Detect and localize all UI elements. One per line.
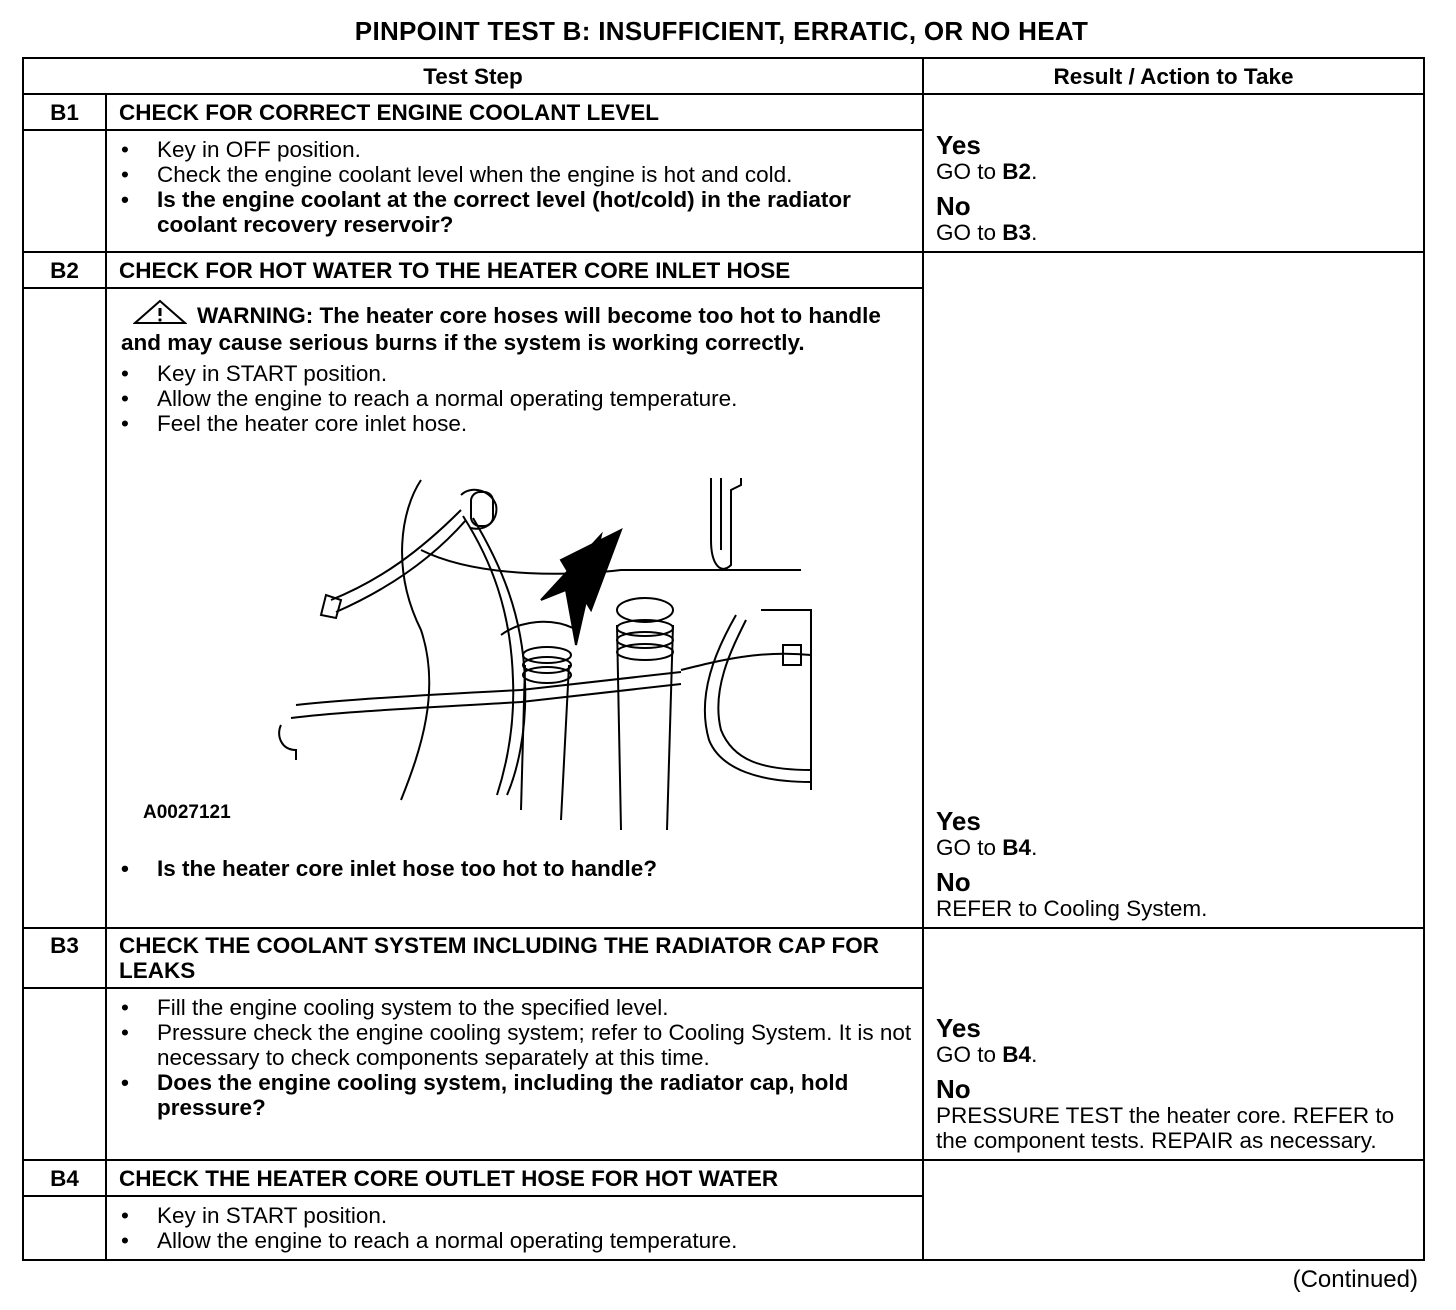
step-b1-title-row [23, 94, 1424, 130]
step-id-blank [23, 288, 106, 928]
step-title: CHECK THE COOLANT SYSTEM INCLUDING THE RADIATOR CAP FOR LEAKS [106, 928, 923, 988]
header-result: Result / Action to Take [923, 58, 1424, 94]
no-action: PRESSURE TEST the heater core. REFER to the component tests. REPAIR as necessary. [936, 1103, 1395, 1153]
no-label: No [936, 1074, 971, 1104]
step-id: B1 [23, 94, 106, 130]
step-bullet: • Allow the engine to reach a normal operating temperature. [121, 1228, 912, 1253]
yes-action: GO to B2. [936, 159, 1038, 184]
step-id: B4 [23, 1160, 106, 1196]
yes-action: GO to B4. [936, 1042, 1038, 1067]
step-title: CHECK FOR CORRECT ENGINE COOLANT LEVEL [106, 94, 923, 130]
step-id-blank [23, 1196, 106, 1260]
table-header-row [23, 58, 1424, 94]
step-question: • Is the heater core inlet hose too hot to handle? [121, 856, 912, 881]
step-bullet: • Allow the engine to reach a normal operating temperature. [121, 386, 912, 411]
no-action: GO to B3. [936, 220, 1038, 245]
step-bullet: • Fill the engine cooling system to the specified level. [121, 995, 912, 1020]
result-cell [923, 1160, 1424, 1260]
continued-label: (Continued) [1292, 1266, 1418, 1293]
header-test-step: Test Step [23, 58, 923, 94]
result-cell [923, 252, 1424, 928]
step-body [106, 988, 923, 1160]
step-bullet: • Feel the heater core inlet hose. [121, 411, 912, 436]
step-bullet: • Key in OFF position. [121, 137, 912, 162]
step-id: B2 [23, 252, 106, 288]
heater-hose-illustration [121, 450, 913, 850]
pinpoint-test-table [22, 57, 1425, 1261]
step-b4-title-row [23, 1160, 1424, 1196]
step-id-blank [23, 988, 106, 1160]
yes-action: GO to B4. [936, 835, 1038, 860]
step-title: CHECK THE HEATER CORE OUTLET HOSE FOR HOT WATER [106, 1160, 923, 1196]
step-b3-title-row [23, 928, 1424, 988]
yes-label: Yes [936, 806, 981, 836]
step-body [106, 130, 923, 252]
no-action: REFER to Cooling System. [936, 896, 1208, 921]
step-body [106, 1196, 923, 1260]
step-id: B3 [23, 928, 106, 988]
step-bullet: • Key in START position. [121, 1203, 912, 1228]
result-cell [923, 94, 1424, 252]
step-question: • Does the engine cooling system, including the radiator cap, hold pressure? [121, 1070, 912, 1120]
result-cell [923, 928, 1424, 1160]
page-title: PINPOINT TEST B: INSUFFICIENT, ERRATIC, OR NO HEAT [354, 16, 1089, 46]
step-title: CHECK FOR HOT WATER TO THE HEATER CORE INLET HOSE [106, 252, 923, 288]
yes-label: Yes [936, 130, 981, 160]
step-bullet: • Check the engine coolant level when the engine is hot and cold. [121, 162, 912, 187]
warning-note [121, 299, 912, 355]
heater-hose-drawing [121, 450, 913, 850]
warning-text: WARNING: The heater core hoses will become too hot to handle and may cause serious burns if the system is working correctly. [121, 303, 881, 355]
figure-id: A0027121 [143, 802, 231, 823]
warning-triangle-icon [133, 299, 187, 330]
step-id-blank [23, 130, 106, 252]
step-body [106, 288, 923, 928]
no-label: No [936, 867, 971, 897]
no-label: No [936, 191, 971, 221]
step-b2-title-row [23, 252, 1424, 288]
step-bullet: • Pressure check the engine cooling system; refer to Cooling System. It is not necessary to check components separately at this time. [121, 1020, 912, 1070]
step-bullet: • Key in START position. [121, 361, 912, 386]
step-question: • Is the engine coolant at the correct level (hot/cold) in the radiator coolant recovery reservoir? [121, 187, 912, 237]
yes-label: Yes [936, 1013, 981, 1043]
